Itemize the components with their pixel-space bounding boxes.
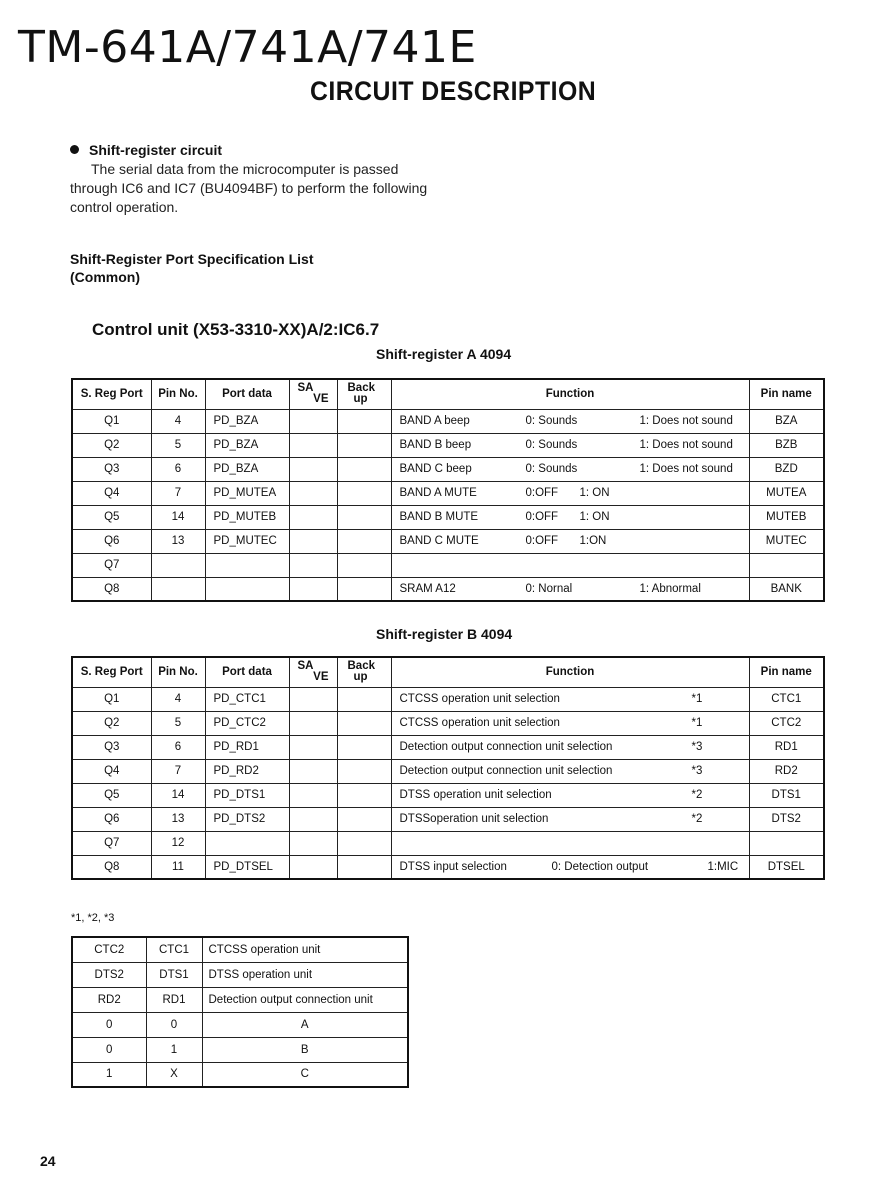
function-cell	[391, 457, 749, 481]
function-cell	[391, 711, 749, 735]
col-pin-name: Pin name	[749, 379, 824, 409]
selection-legend-table	[71, 936, 409, 1088]
function-description: SRAM A12	[399, 582, 456, 595]
table-row	[72, 433, 824, 457]
save-cell	[289, 807, 337, 831]
col-sreg-port: S. Reg Port	[72, 379, 151, 409]
function-cell	[391, 577, 749, 601]
page-number: 24	[40, 1153, 56, 1169]
save-cell	[289, 553, 337, 577]
backup-cell	[337, 735, 391, 759]
table-row	[72, 577, 824, 601]
pin-no-cell	[151, 577, 205, 601]
sreg-port-cell: Q5	[72, 505, 151, 529]
pin-no-cell	[151, 553, 205, 577]
backup-cell	[337, 759, 391, 783]
spec-list-title	[70, 250, 313, 286]
backup-cell	[337, 433, 391, 457]
function-description: DTSSoperation unit selection	[399, 812, 549, 825]
save-cell	[289, 711, 337, 735]
col-pin-no: Pin No.	[151, 379, 205, 409]
function-value-1: 1: Abnormal	[639, 582, 701, 595]
shift-register-a-table	[71, 378, 825, 602]
function-description: BAND A MUTE	[399, 486, 477, 499]
function-value-0: 0: Nornal	[525, 582, 573, 595]
table-row	[72, 553, 824, 577]
legend-row	[72, 1062, 408, 1087]
footnote-marker: *1	[691, 692, 703, 705]
pin-no-cell: 13	[151, 529, 205, 553]
pin-no-cell: 4	[151, 687, 205, 711]
legend-col-a: 0	[72, 1012, 146, 1037]
legend-col-c: DTSS operation unit	[202, 962, 408, 987]
function-value-0: 0:OFF	[525, 534, 559, 547]
save-cell	[289, 481, 337, 505]
backup-cell	[337, 505, 391, 529]
sreg-port-cell: Q1	[72, 687, 151, 711]
bullet-icon	[70, 145, 79, 154]
backup-cell	[337, 481, 391, 505]
col-function: Function	[391, 379, 749, 409]
legend-col-c: A	[202, 1012, 408, 1037]
function-cell	[391, 735, 749, 759]
pin-name-cell: CTC2	[749, 711, 824, 735]
table-header-row	[72, 379, 824, 409]
function-value-0: 0:OFF	[525, 486, 559, 499]
table-row	[72, 529, 824, 553]
table-row	[72, 457, 824, 481]
pin-no-cell: 7	[151, 481, 205, 505]
function-description: BAND C beep	[399, 462, 472, 475]
function-cell	[391, 409, 749, 433]
pin-no-cell: 11	[151, 855, 205, 879]
function-cell	[391, 783, 749, 807]
backup-cell	[337, 711, 391, 735]
port-data-cell: PD_CTC2	[205, 711, 289, 735]
function-description: BAND B beep	[399, 438, 472, 451]
legend-col-a: RD2	[72, 987, 146, 1012]
spec-list-title-line-2: (Common)	[70, 269, 140, 285]
footnote-marker: *2	[691, 788, 703, 801]
port-data-cell: PD_RD2	[205, 759, 289, 783]
backup-cell	[337, 855, 391, 879]
backup-cell	[337, 553, 391, 577]
backup-cell	[337, 687, 391, 711]
table-row	[72, 711, 824, 735]
function-value-1: 1: ON	[579, 510, 610, 523]
port-data-cell: PD_MUTEB	[205, 505, 289, 529]
sreg-port-cell: Q8	[72, 577, 151, 601]
function-cell	[391, 553, 749, 577]
col-pin-no: Pin No.	[151, 657, 205, 687]
function-value-0: 0: Sounds	[525, 414, 578, 427]
function-cell	[391, 433, 749, 457]
legend-col-b: 1	[146, 1037, 202, 1062]
function-description: DTSS operation unit selection	[399, 788, 552, 801]
table-row	[72, 783, 824, 807]
function-cell	[391, 481, 749, 505]
save-cell	[289, 457, 337, 481]
col-save: SA VE	[289, 657, 337, 687]
model-title: TM-641A/741A/741E	[18, 22, 477, 73]
legend-row	[72, 962, 408, 987]
sreg-port-cell: Q4	[72, 481, 151, 505]
pin-no-cell: 14	[151, 783, 205, 807]
pin-no-cell: 13	[151, 807, 205, 831]
legend-col-c: Detection output connection unit	[202, 987, 408, 1012]
shift-register-a-title: Shift-register A 4094	[376, 346, 512, 362]
shift-register-b-title: Shift-register B 4094	[376, 626, 513, 642]
footnote-marker: *3	[691, 740, 703, 753]
port-data-cell: PD_DTSEL	[205, 855, 289, 879]
footnote-reference: *1, *2, *3	[71, 912, 115, 924]
port-data-cell: PD_CTC1	[205, 687, 289, 711]
backup-cell	[337, 457, 391, 481]
legend-col-c: CTCSS operation unit	[202, 937, 408, 962]
table-row	[72, 735, 824, 759]
col-port-data: Port data	[205, 657, 289, 687]
legend-col-b: X	[146, 1062, 202, 1087]
pin-name-cell: BZB	[749, 433, 824, 457]
legend-col-a: DTS2	[72, 962, 146, 987]
function-value-1: 1: Does not sound	[639, 438, 733, 451]
function-description: Detection output connection unit selection	[399, 740, 613, 753]
pin-no-cell: 14	[151, 505, 205, 529]
function-value-1: 1:MIC	[707, 860, 739, 873]
col-save: SA VE	[289, 379, 337, 409]
col-backup: Back up	[337, 657, 391, 687]
port-data-cell	[205, 553, 289, 577]
function-value-1: 1:ON	[579, 534, 607, 547]
pin-name-cell: MUTEA	[749, 481, 824, 505]
table-row	[72, 855, 824, 879]
sreg-port-cell: Q2	[72, 711, 151, 735]
backup-cell	[337, 831, 391, 855]
pin-no-cell: 12	[151, 831, 205, 855]
pin-no-cell: 6	[151, 735, 205, 759]
save-cell	[289, 433, 337, 457]
pin-name-cell: CTC1	[749, 687, 824, 711]
function-description: CTCSS operation unit selection	[399, 692, 560, 705]
save-cell	[289, 855, 337, 879]
pin-name-cell: DTSEL	[749, 855, 824, 879]
function-value-0: 0:OFF	[525, 510, 559, 523]
section-title: CIRCUIT DESCRIPTION	[310, 76, 597, 106]
pin-no-cell: 7	[151, 759, 205, 783]
pin-no-cell: 6	[151, 457, 205, 481]
table-row	[72, 481, 824, 505]
table-row	[72, 807, 824, 831]
pin-name-cell: MUTEB	[749, 505, 824, 529]
function-value-0: 0: Detection output	[551, 860, 649, 873]
legend-col-c: B	[202, 1037, 408, 1062]
pin-name-cell: DTS2	[749, 807, 824, 831]
sreg-port-cell: Q3	[72, 735, 151, 759]
function-value-1: 1: ON	[579, 486, 610, 499]
port-data-cell	[205, 577, 289, 601]
port-data-cell: PD_MUTEC	[205, 529, 289, 553]
pin-name-cell	[749, 831, 824, 855]
save-cell	[289, 505, 337, 529]
function-description: BAND C MUTE	[399, 534, 479, 547]
pin-no-cell: 4	[151, 409, 205, 433]
sreg-port-cell: Q6	[72, 529, 151, 553]
footnote-marker: *2	[691, 812, 703, 825]
spec-list-title-line-1: Shift-Register Port Specification List	[70, 251, 314, 267]
save-cell	[289, 831, 337, 855]
pin-name-cell: RD2	[749, 759, 824, 783]
function-cell	[391, 759, 749, 783]
col-port-data: Port data	[205, 379, 289, 409]
function-description: DTSS input selection	[399, 860, 507, 873]
intro-line-3: control operation.	[70, 199, 179, 215]
legend-row	[72, 987, 408, 1012]
legend-col-a: 0	[72, 1037, 146, 1062]
save-cell	[289, 783, 337, 807]
port-data-cell	[205, 831, 289, 855]
function-description: Detection output connection unit selection	[399, 764, 613, 777]
sreg-port-cell: Q8	[72, 855, 151, 879]
port-data-cell: PD_BZA	[205, 409, 289, 433]
function-cell	[391, 807, 749, 831]
save-cell	[289, 687, 337, 711]
pin-name-cell: MUTEC	[749, 529, 824, 553]
sreg-port-cell: Q7	[72, 553, 151, 577]
legend-col-a: 1	[72, 1062, 146, 1087]
function-description: BAND A beep	[399, 414, 470, 427]
control-unit-title: Control unit (X53-3310-XX)A/2:IC6.7	[92, 320, 380, 339]
pin-no-cell: 5	[151, 711, 205, 735]
legend-col-c: C	[202, 1062, 408, 1087]
table-row	[72, 687, 824, 711]
save-cell	[289, 735, 337, 759]
sreg-port-cell: Q2	[72, 433, 151, 457]
function-value-1: 1: Does not sound	[639, 414, 733, 427]
shift-register-b-table	[71, 656, 825, 880]
intro-line-1: The serial data from the microcomputer is passed	[91, 161, 399, 177]
legend-col-b: CTC1	[146, 937, 202, 962]
pin-name-cell: DTS1	[749, 783, 824, 807]
col-function: Function	[391, 657, 749, 687]
pin-name-cell: BZA	[749, 409, 824, 433]
function-description: CTCSS operation unit selection	[399, 716, 560, 729]
port-data-cell: PD_DTS2	[205, 807, 289, 831]
backup-cell	[337, 807, 391, 831]
backup-cell	[337, 577, 391, 601]
intro-heading-text: Shift-register circuit	[89, 142, 223, 158]
port-data-cell: PD_BZA	[205, 457, 289, 481]
sreg-port-cell: Q7	[72, 831, 151, 855]
pin-name-cell	[749, 553, 824, 577]
sreg-port-cell: Q5	[72, 783, 151, 807]
port-data-cell: PD_RD1	[205, 735, 289, 759]
legend-col-b: RD1	[146, 987, 202, 1012]
legend-row	[72, 1037, 408, 1062]
col-sreg-port: S. Reg Port	[72, 657, 151, 687]
backup-cell	[337, 409, 391, 433]
function-cell	[391, 529, 749, 553]
intro-heading	[70, 142, 450, 158]
table-row	[72, 759, 824, 783]
legend-col-b: DTS1	[146, 962, 202, 987]
intro-line-2: through IC6 and IC7 (BU4094BF) to perform the following	[70, 180, 428, 196]
save-cell	[289, 409, 337, 433]
table-row	[72, 831, 824, 855]
sreg-port-cell: Q1	[72, 409, 151, 433]
save-cell	[289, 529, 337, 553]
col-pin-name: Pin name	[749, 657, 824, 687]
port-data-cell: PD_BZA	[205, 433, 289, 457]
function-cell	[391, 505, 749, 529]
function-value-1: 1: Does not sound	[639, 462, 733, 475]
function-cell	[391, 855, 749, 879]
pin-name-cell: BZD	[749, 457, 824, 481]
pin-no-cell: 5	[151, 433, 205, 457]
port-data-cell: PD_DTS1	[205, 783, 289, 807]
intro-section	[70, 142, 450, 217]
backup-cell	[337, 529, 391, 553]
legend-row	[72, 937, 408, 962]
pin-name-cell: BANK	[749, 577, 824, 601]
save-cell	[289, 759, 337, 783]
sreg-port-cell: Q4	[72, 759, 151, 783]
port-data-cell: PD_MUTEA	[205, 481, 289, 505]
function-description: BAND B MUTE	[399, 510, 479, 523]
table-header-row	[72, 657, 824, 687]
backup-cell	[337, 783, 391, 807]
pin-name-cell: RD1	[749, 735, 824, 759]
table-row	[72, 505, 824, 529]
function-value-0: 0: Sounds	[525, 462, 578, 475]
function-cell	[391, 687, 749, 711]
legend-col-b: 0	[146, 1012, 202, 1037]
table-row	[72, 409, 824, 433]
sreg-port-cell: Q3	[72, 457, 151, 481]
save-cell	[289, 577, 337, 601]
col-backup: Back up	[337, 379, 391, 409]
sreg-port-cell: Q6	[72, 807, 151, 831]
intro-text	[70, 160, 450, 217]
function-value-0: 0: Sounds	[525, 438, 578, 451]
footnote-marker: *3	[691, 764, 703, 777]
footnote-marker: *1	[691, 716, 703, 729]
function-cell	[391, 831, 749, 855]
legend-row	[72, 1012, 408, 1037]
legend-col-a: CTC2	[72, 937, 146, 962]
